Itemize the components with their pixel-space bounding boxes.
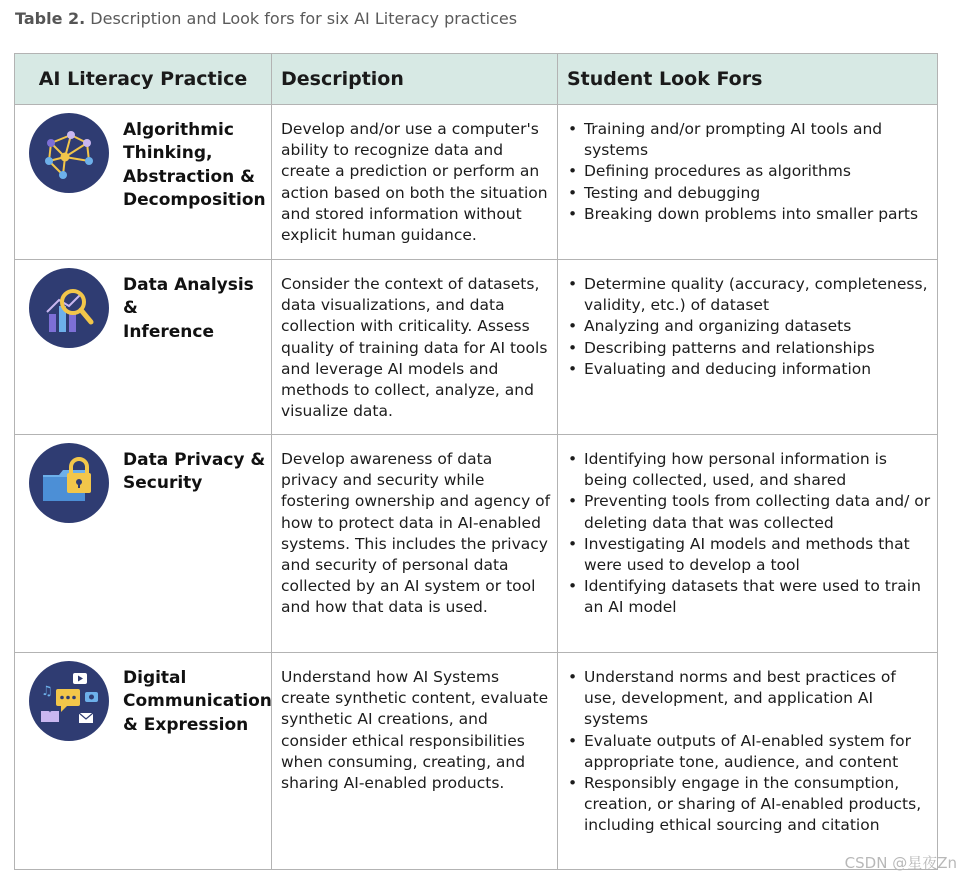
list-item: • Breaking down problems into smaller parts	[566, 204, 931, 225]
list-item: • Identifying datasets that were used to train an AI model	[566, 576, 931, 618]
practice-title: Data Privacy & Security	[123, 450, 266, 494]
list-item: • Investigating AI models and methods that were used to develop a tool	[566, 534, 931, 576]
practice-title: Digital Communication & Expression	[123, 668, 272, 735]
network-nodes-icon	[29, 113, 109, 193]
practice-title: Data Analysis & Inference	[123, 275, 254, 342]
list-item: • Identifying how personal information is being collected, used, and shared	[566, 449, 931, 491]
caption-text: Description and Look fors for six AI Literacy practices	[85, 9, 518, 28]
practice-cell	[15, 653, 272, 870]
look-fors-cell	[558, 435, 938, 653]
practice-title: Algorithmic Thinking, Abstraction & Decomposition	[123, 120, 266, 210]
list-item: • Evaluate outputs of AI-enabled system for appropriate tone, audience, and content	[566, 731, 931, 773]
watermark: CSDN @星夜Zn	[844, 854, 957, 872]
look-fors-list	[566, 667, 931, 837]
list-item: • Preventing tools from collecting data and/ or deleting data that was collected	[566, 491, 931, 533]
look-fors-list	[566, 274, 931, 380]
list-item: • Defining procedures as algorithms	[566, 161, 931, 182]
list-item: • Evaluating and deducing information	[566, 359, 931, 380]
look-fors-list	[566, 449, 931, 619]
list-item: • Responsibly engage in the consumption, creation, or sharing of AI-enabled products, including ethical sourcing and citation	[566, 773, 931, 837]
list-item: • Training and/or prompting AI tools and systems	[566, 119, 931, 161]
description-cell: Understand how AI Systems create synthetic content, evaluate synthetic AI creations, and consider ethical responsibilities when consuming, creating, and sharing AI-enabled products.	[272, 653, 558, 870]
look-fors-cell	[558, 105, 938, 260]
description-cell: Consider the context of datasets, data visualizations, and data collection with criticality. Assess quality of training data for AI tools and leverage AI models and methods to collect, analyze, and visualize data.	[272, 260, 558, 435]
practice-cell	[15, 260, 272, 435]
list-item: • Determine quality (accuracy, completeness, validity, etc.) of dataset	[566, 274, 931, 316]
look-fors-list	[566, 119, 931, 225]
chart-magnifier-icon	[29, 268, 109, 348]
list-item: • Understand norms and best practices of use, development, and application AI systems	[566, 667, 931, 731]
svg-text:♫: ♫	[41, 684, 53, 699]
description-cell: Develop awareness of data privacy and security while fostering ownership and agency of how to protect data in AI-enabled systems. This includes the privacy and security of personal data collected by an AI system or tool and how that data is used.	[272, 435, 558, 653]
table-row	[15, 260, 938, 435]
list-item: • Describing patterns and relationships	[566, 338, 931, 359]
table-caption	[15, 9, 517, 28]
practice-cell	[15, 105, 272, 260]
look-fors-cell	[558, 260, 938, 435]
caption-label: Table 2.	[15, 9, 86, 28]
list-item: • Analyzing and organizing datasets	[566, 316, 931, 337]
practice-cell	[15, 435, 272, 653]
table-row	[15, 105, 938, 260]
folder-lock-icon	[29, 443, 109, 523]
table-row	[15, 435, 938, 653]
header-description: Description	[272, 54, 558, 105]
header-practice: AI Literacy Practice	[15, 54, 272, 105]
table-row	[15, 653, 938, 870]
header-row	[15, 54, 938, 105]
list-item: • Testing and debugging	[566, 183, 931, 204]
header-look-fors: Student Look Fors	[558, 54, 938, 105]
media-chat-icon	[29, 661, 109, 741]
look-fors-cell	[558, 653, 938, 870]
description-cell: Develop and/or use a computer's ability to recognize data and create a prediction or perform an action based on both the situation and stored information without explicit human guidance.	[272, 105, 558, 260]
ai-literacy-table	[14, 53, 938, 870]
